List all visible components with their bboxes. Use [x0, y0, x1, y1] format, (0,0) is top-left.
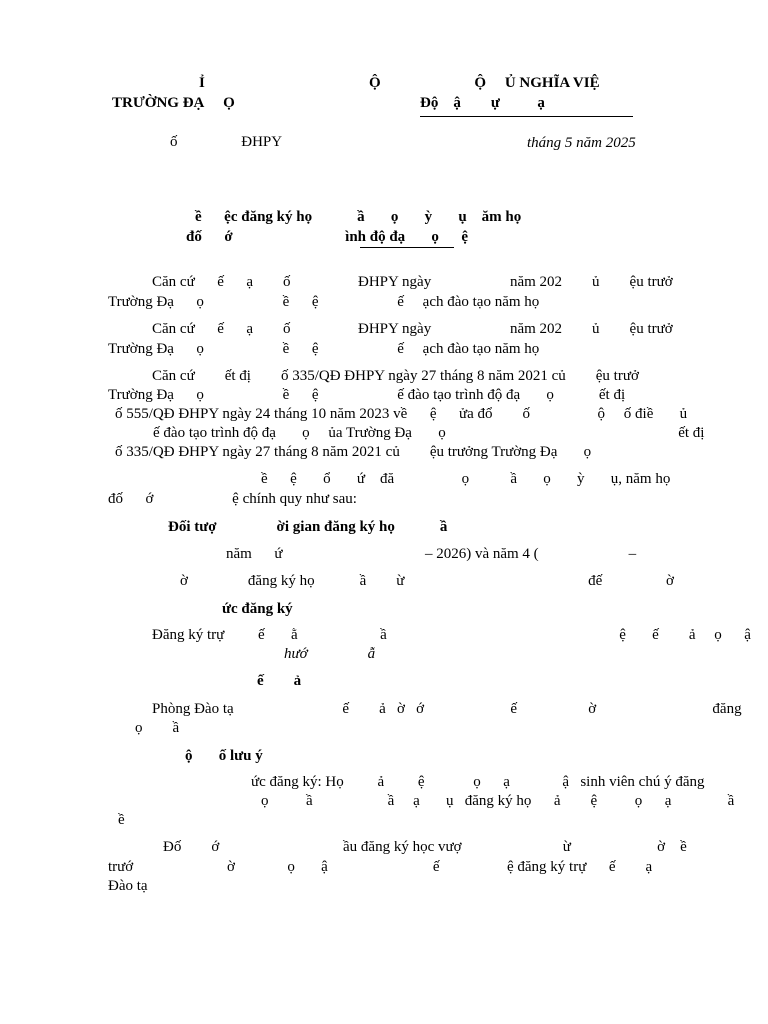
section-line: Đố ớ ầu đăng ký học vượ ừ ờ ề [163, 839, 687, 855]
paragraph-line: Trường Đạ ọ ề ệ ế ạch đào tạo năm họ [108, 341, 540, 357]
paragraph-line: ề ệ ổ ứ đă ọ ầ ọ ỳ ụ, năm họ [261, 471, 671, 487]
section-line: ọ ầ [135, 720, 180, 736]
title-line2: đố ớ ình độ đạ ọ ệ [186, 229, 469, 245]
section-line: hướ ẫ [284, 646, 376, 662]
section-line: ờ đăng ký họ ầ ừ đế ờ [180, 573, 674, 589]
title-underline [360, 247, 454, 248]
paragraph-line: Căn cứ ế ạ ố ĐHPY ngày năm 202 ủ ệu trưở [152, 321, 673, 337]
section-line: ọ ầ ầ ạ ụ đăng ký họ ả ệ ọ ạ ầ [261, 793, 735, 809]
paragraph-line: Căn cứ ế ạ ố ĐHPY ngày năm 202 ủ ệu trưở [152, 274, 673, 290]
paragraph-line: Trường Đạ ọ ề ệ ế đào tạo trình độ đạ ọ ết đị [108, 387, 626, 403]
section-line: Đào tạ [108, 878, 148, 894]
header-left-line1: Ỉ [199, 75, 205, 91]
paragraph-line: Căn cứ ết đị ố 335/QĐ ĐHPY ngày 27 tháng 8 năm 2021 củ ệu trưở [152, 368, 639, 384]
section-line: Đăng ký trự ế ằ ầ ệ ế ả ọ ậ [152, 627, 751, 643]
paragraph-line: đố ớ ệ chính quy như sau: [108, 491, 357, 507]
section-heading-results: ế ả [257, 673, 302, 689]
section-heading-method: ức đăng ký [222, 601, 293, 617]
school-name: TRƯỜNG ĐẠ Ọ [112, 95, 235, 111]
national-motto-line2: Độ ậ ự ạ [420, 95, 545, 111]
section-line: ề [118, 812, 125, 828]
section-heading-notes: ộ ố lưu ý [185, 748, 263, 764]
national-motto-line1: Ộ Ộ Ủ NGHĨA VIỆ [369, 75, 600, 91]
section-line: năm ứ – 2026) và năm 4 ( – [226, 546, 637, 562]
paragraph-line: Trường Đạ ọ ề ệ ế ạch đào tạo năm họ [108, 294, 540, 310]
document-date: tháng 5 năm 2025 [527, 135, 636, 151]
section-line: ức đăng ký: Họ ả ệ ọ ạ ậ sinh viên chú ý đăng [251, 774, 705, 790]
section-line: trướ ờ ọ ậ ế ệ đăng ký trự ế ạ [108, 859, 653, 875]
paragraph-line: ố 335/QĐ ĐHPY ngày 27 tháng 8 năm 2021 củ ệu trưởng Trường Đạ ọ [115, 444, 592, 460]
title-line1: ề ệc đăng ký họ ầ ọ ỳ ụ ăm họ [195, 209, 522, 225]
section-heading-audience: Đối tượ ời gian đăng ký họ ầ [168, 519, 448, 535]
document-number: ố ĐHPY [170, 134, 283, 150]
paragraph-line: ố 555/QĐ ĐHPY ngày 24 tháng 10 năm 2023 về ệ ửa đổ ố ộ ố điề ủ [115, 406, 688, 422]
motto-underline [420, 116, 633, 117]
section-line: Phòng Đào tạ ế ả ờ ớ ế ờ đăng [152, 701, 742, 717]
paragraph-line: ế đào tạo trình độ đạ ọ ủa Trường Đạ ọ ết đị [153, 425, 705, 441]
